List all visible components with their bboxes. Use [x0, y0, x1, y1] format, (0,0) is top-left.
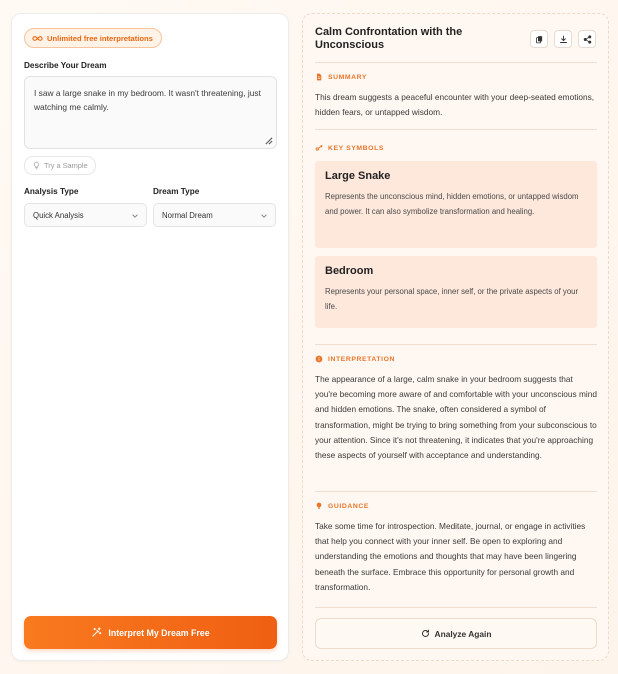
- try-sample-button[interactable]: [24, 156, 96, 175]
- chevron-down-icon: [260, 212, 268, 220]
- free-badge: [24, 28, 162, 48]
- try-sample-label: Try a Sample: [44, 161, 88, 170]
- dream-type-select[interactable]: [153, 203, 276, 227]
- copy-button[interactable]: [530, 30, 548, 48]
- interpretation-text: The appearance of a large, calm snake in your bedroom suggests that you're becoming more aware of and comfortable with your unconscious mind and hidden emotions. The snake, often considered a symbol of transformation, might be trying to bring something from your subconscious to your attention. Since it's not threatening, it indicates that you're approaching these aspects of yourself with acceptance and understanding.: [315, 374, 597, 461]
- summary-heading-label: SUMMARY: [328, 73, 368, 81]
- dream-text: I saw a large snake in my bedroom. It wasn't threatening, just watching me calmly.: [34, 88, 261, 112]
- document-icon: [315, 73, 323, 81]
- result-title: Calm Confrontation with the Unconscious: [315, 26, 463, 51]
- analysis-type-value: Quick Analysis: [33, 210, 84, 220]
- free-badge-label: Unlimited free interpretations: [47, 33, 153, 43]
- analyze-again-button[interactable]: [315, 618, 597, 649]
- analysis-type-select[interactable]: [24, 203, 147, 227]
- symbol-card: [315, 256, 597, 328]
- analysis-type-label: Analysis Type: [24, 187, 79, 196]
- divider: [315, 344, 597, 345]
- interpretation-heading-label: INTERPRETATION: [328, 355, 396, 363]
- copy-icon: [535, 35, 544, 44]
- key-symbols-heading-label: KEY SYMBOLS: [328, 144, 384, 152]
- dream-form-panel: [11, 13, 289, 661]
- interpret-button[interactable]: [24, 616, 277, 649]
- analyze-again-label: Analyze Again: [434, 628, 492, 639]
- dream-type-value: Normal Dream: [162, 210, 213, 220]
- summary-heading: [315, 73, 367, 81]
- summary-text: This dream suggests a peaceful encounter with your deep-seated emotions, hidden fears, or untapped wisdom.: [315, 92, 595, 118]
- divider: [315, 129, 597, 130]
- describe-label: Describe Your Dream: [24, 61, 107, 70]
- divider: [315, 62, 597, 63]
- lightbulb-icon: [315, 502, 323, 510]
- guidance-heading-label: GUIDANCE: [328, 502, 370, 510]
- divider: [315, 491, 597, 492]
- info-circle-icon: [315, 355, 323, 363]
- share-button[interactable]: [578, 30, 596, 48]
- symbol-card: [315, 161, 597, 248]
- guidance-text: Take some time for introspection. Meditate, journal, or engage in activities that help you connect with your inner self. Be open to exploring and understanding the emotions and thoughts that may have been lingering beneath the surface. Embrace this opportunity for personal growth and transformation.: [315, 521, 586, 592]
- resize-handle-icon[interactable]: [264, 136, 273, 145]
- interpret-button-label: Interpret My Dream Free: [108, 627, 210, 638]
- chevron-down-icon: [131, 212, 139, 220]
- divider: [315, 607, 597, 608]
- infinity-icon: [32, 33, 43, 44]
- symbol-description: Represents the unconscious mind, hidden emotions, or untapped wisdom and power. It can also symbolize transformation and healing.: [325, 192, 579, 216]
- download-icon: [559, 35, 568, 44]
- interpretation-heading: [315, 355, 395, 363]
- guidance-heading: [315, 502, 369, 510]
- share-icon: [583, 35, 592, 44]
- symbol-description: Represents your personal space, inner self, or the private aspects of your life.: [325, 287, 579, 311]
- symbol-name: Large Snake: [325, 170, 391, 182]
- magic-wand-icon: [91, 627, 102, 638]
- symbol-name: Bedroom: [325, 265, 374, 277]
- lightbulb-icon: [32, 161, 41, 170]
- refresh-icon: [421, 629, 430, 638]
- result-panel: [302, 13, 609, 661]
- key-icon: [315, 144, 323, 152]
- dream-type-label: Dream Type: [153, 187, 200, 196]
- key-symbols-heading: [315, 144, 384, 152]
- download-button[interactable]: [554, 30, 572, 48]
- dream-textarea[interactable]: [24, 76, 277, 149]
